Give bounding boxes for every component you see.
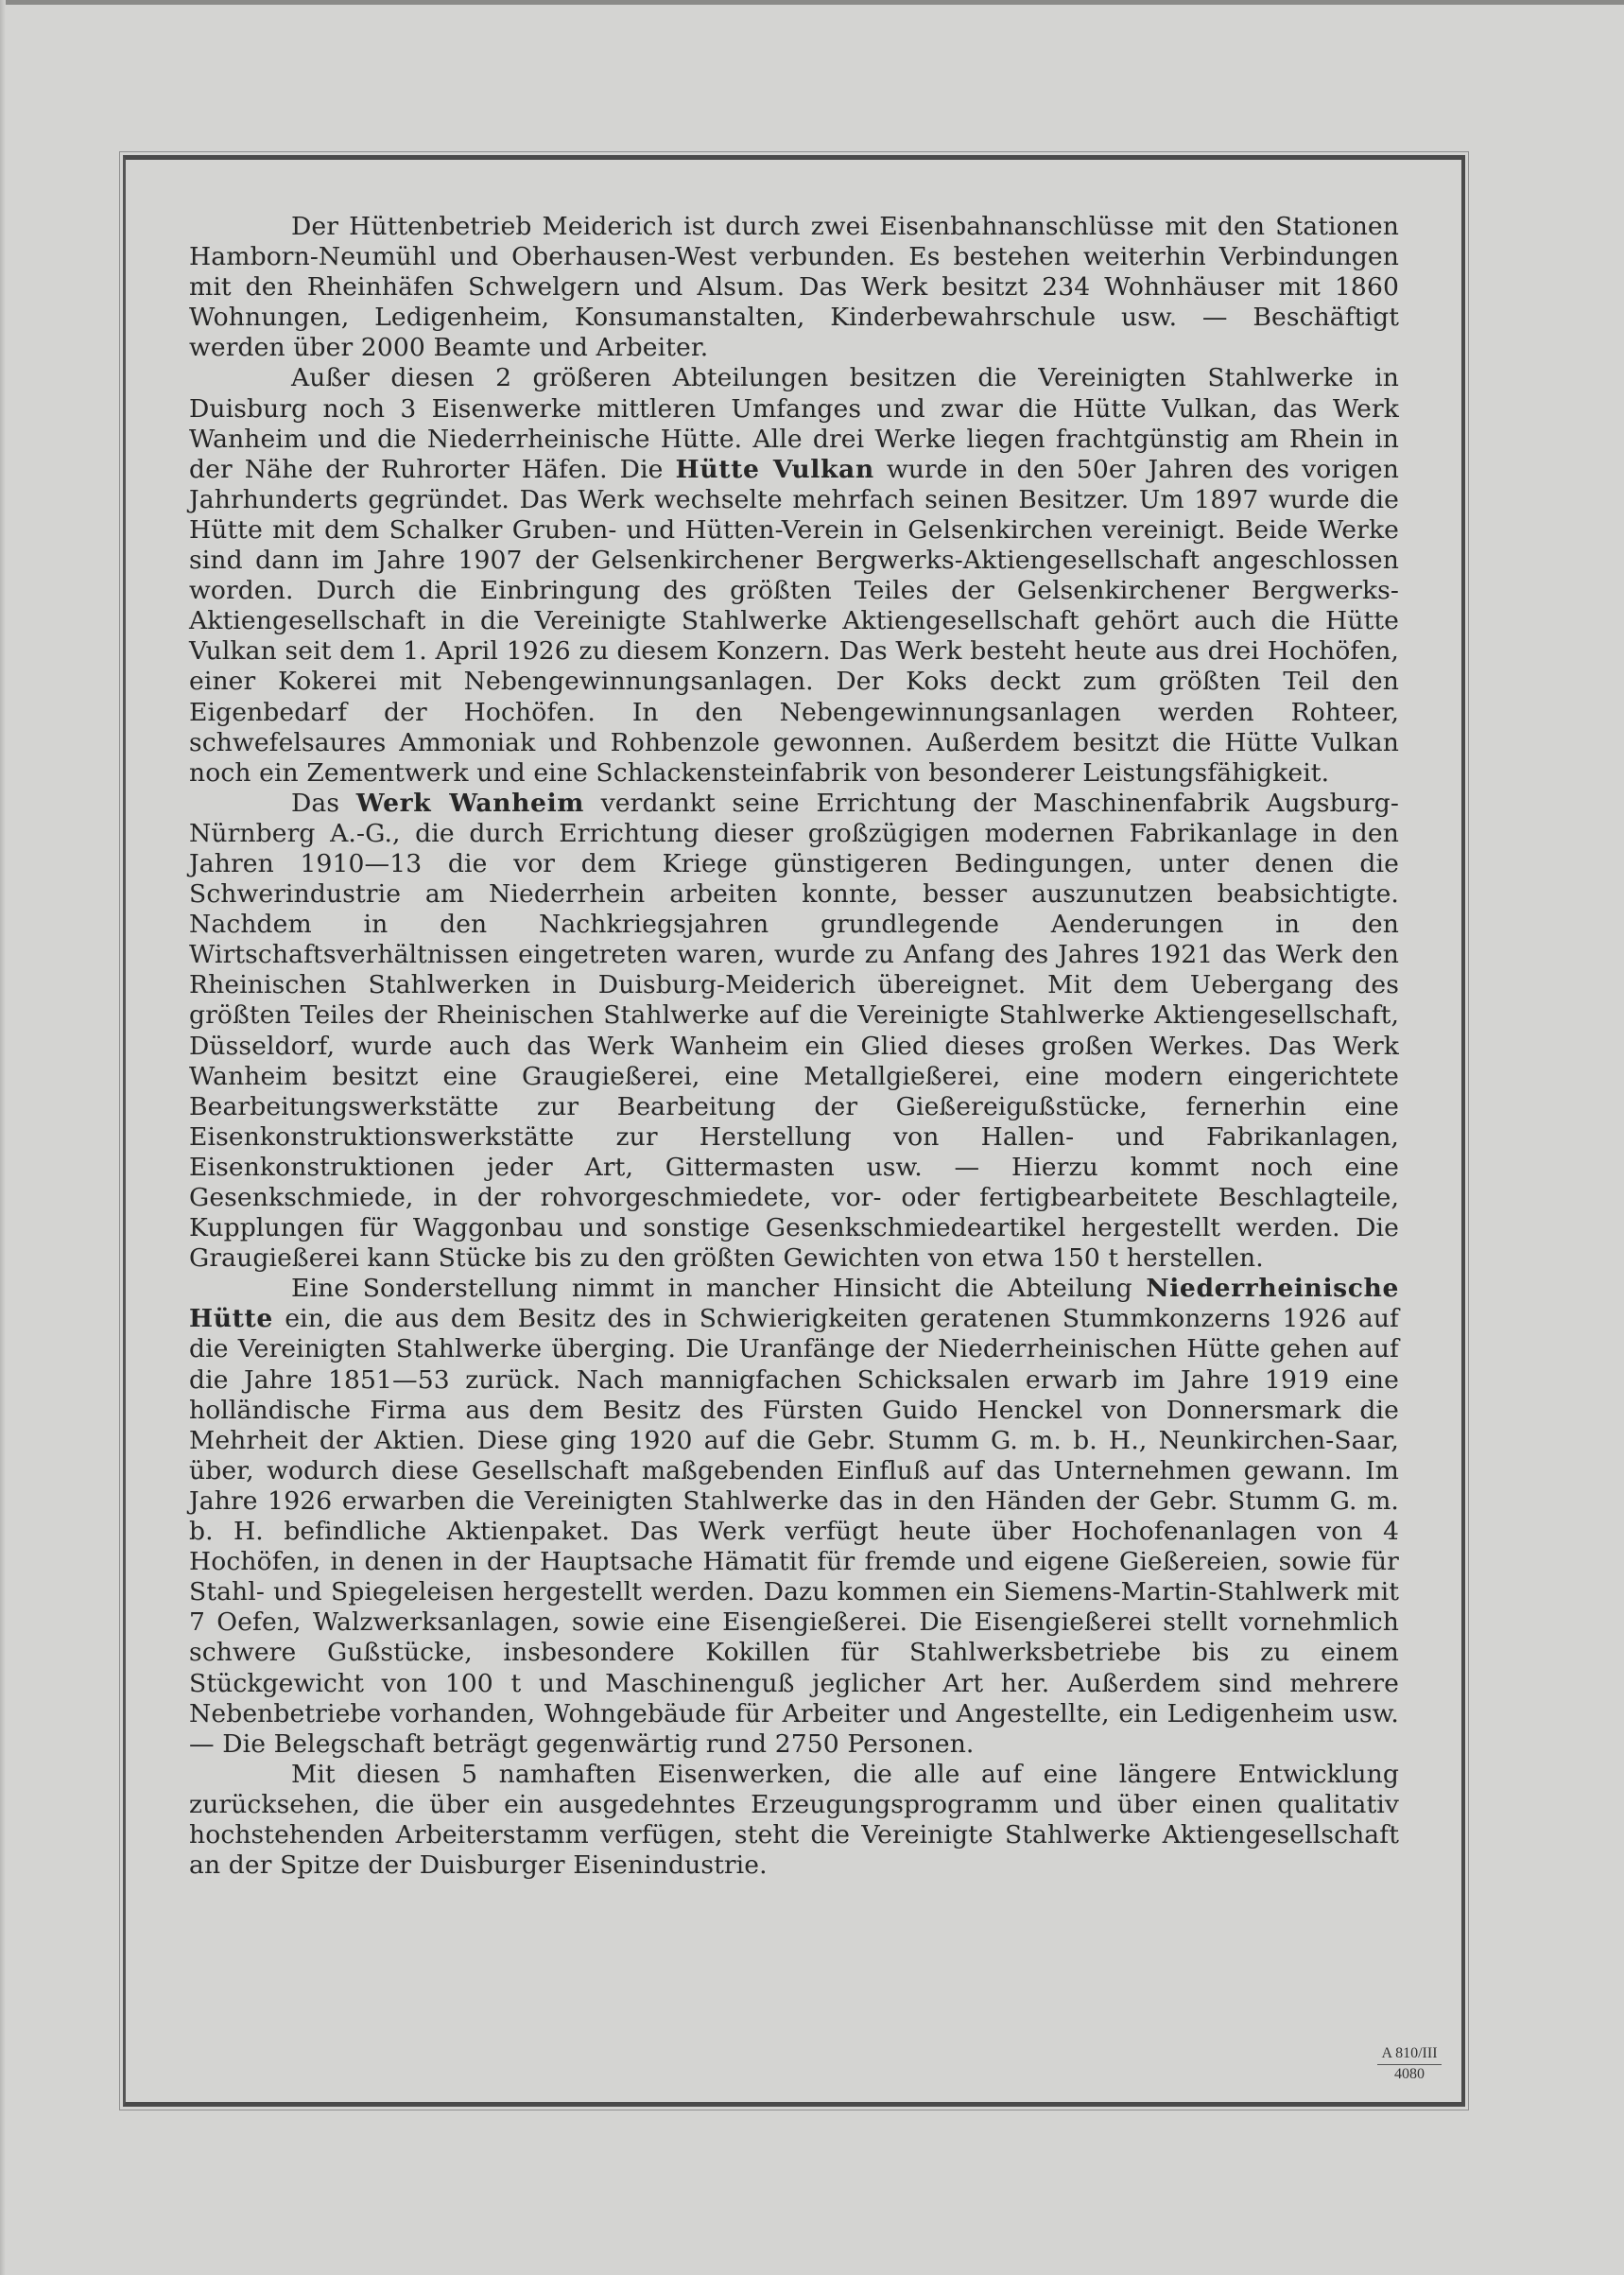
paragraph-niederrheinische-huette (189, 1274, 1399, 1760)
paragraph-text: Mit diesen 5 namhaften Eisenwerken, die alle auf eine längere Entwicklung zurücksehen, die über ein ausgedehntes Erzeugungsprogramm und über einen qualitativ hochstehenden Arbeiterstamm verfügen, steht die Vereinigte Stahlwerke Aktiengesellschaft an der Spitze der Duisburger Eisenindustrie. (189, 1759, 1399, 1881)
paragraph-text: Eine Sonderstellung nimmt in mancher Hinsicht die Abteilung (291, 1274, 1132, 1304)
paragraph-huette-vulkan (189, 363, 1399, 788)
print-reference-run: 4080 (1394, 2066, 1425, 2082)
paragraph-text: Außer diesen 2 größeren Abteilungen besitzen die Vereinigten Stahlwerke in Duisburg noch 3 Eisenwerke mittleren Umfanges und zwar die Hütte Vulkan, das Werk Wanheim und die Niederrheinische Hütte. Alle drei Werke liegen frachtgünstig am Rhein in der Nähe der Ruhrorter Häfen. Die (189, 363, 1399, 484)
paragraph-text: ein, die aus dem Besitz des in Schwierigkeiten geratenen Stummkonzerns 1926 auf die Vereinigten Stahlwerke überging. Die Uranfänge der Niederrheinischen Hütte gehen auf die Jahre 1851—53 zurück. Nach mannigfachen Schicksalen erwarb im Jahre 1919 eine holländische Firma aus dem Besitz des Fürsten Guido Henckel von Donnersmark die Mehrheit der Aktien. Diese ging 1920 auf die Gebr. Stumm G. m. b. H., Neunkirchen-Saar, über, wodurch diese Gesellschaft maßgebenden Einfluß auf das Unternehmen gewann. Im Jahre 1926 erwarben die Vereinigten Stahlwerke das in den Händen der Gebr. Stumm G. m. b. H. befindliche Aktienpaket. Das Werk verfügt heute über Hochofenanlagen von 4 Hochöfen, in denen in der Hauptsache Hämatit für fremde und eigene Gießereien, sowie für Stahl- und Spiegeleisen hergestellt werden. Dazu kommen ein Siemens-Martin-Stahlwerk mit 7 Oefen, Walzwerksanlagen, sowie eine Eisengießerei. Die Eisengießerei stellt vornehmlich schwere Gußstücke, insbesondere Kokillen für Stahlwerksbetriebe bis zu einem Stückgewicht von 100 t und Maschinenguß jeglicher Art her. Außerdem sind mehrere Nebenbetriebe vorhanden, Wohngebäude für Arbeiter und Angestellte, ein Ledigenheim usw. — Die Belegschaft beträgt gegenwärtig rund 2750 Personen. (189, 1304, 1399, 1759)
paragraph-text: Der Hüttenbetrieb Meiderich ist durch zwei Eisenbahnanschlüsse mit den Stationen Hamborn-Neumühl und Oberhausen-West verbunden. Es bestehen weiterhin Verbindungen mit den Rheinhäfen Schwelgern und Alsum. Das Werk besitzt 234 Wohnhäuser mit 1860 Wohnungen, Ledigenheim, Konsumanstalten, Kinderbewahrschule usw. — Beschäftigt werden über 2000 Beamte und Arbeiter. (189, 212, 1399, 363)
bold-term-huette-vulkan: Hütte Vulkan (675, 454, 874, 484)
paragraph-text: wurde in den 50er Jahren des vorigen Jahrhunderts gegründet. Das Werk wechselte mehrfach seinen Besitzer. Um 1897 wurde die Hütte mit dem Schalker Gruben- und Hütten-Verein in Gelsenkirchen vereinigt. Beide Werke sind dann im Jahre 1907 der Gelsenkirchener Bergwerks-Aktiengesellschaft angeschlossen worden. Durch die Einbringung des größten Teiles der Gelsenkirchener Bergwerks-Aktiengesellschaft in die Vereinigte Stahlwerke Aktiengesellschaft gehört auch die Hütte Vulkan seit dem 1. April 1926 zu diesem Konzern. Das Werk besteht heute aus drei Hochöfen, einer Kokerei mit Nebengewinnungsanlagen. Der Koks deckt zum größten Teil den Eigenbedarf der Hochöfen. In den Nebengewinnungsanlagen werden Rohteer, schwefelsaures Ammoniak und Rohbenzole gewonnen. Außerdem besitzt die Hütte Vulkan noch ein Zementwerk und eine Schlackensteinfabrik von besonderer Leistungsfähigkeit. (189, 454, 1399, 788)
bold-term-niederrheinische-huette: Niederrheinische Hütte (189, 1274, 1399, 1334)
page-edge (0, 0, 1624, 5)
print-reference-number: A 810/III (1377, 2044, 1441, 2065)
paragraph-meiderich (189, 212, 1399, 363)
page-edge-shadow (0, 0, 6, 2275)
paragraph-conclusion (189, 1760, 1399, 1881)
bold-term-werk-wanheim: Werk Wanheim (355, 788, 585, 818)
body-text (189, 212, 1399, 1881)
paragraph-text: verdankt seine Errichtung der Maschinenfabrik Augsburg-Nürnberg A.-G., die durch Errichtung dieser großzügigen modernen Fabrikanlage in den Jahren 1910—13 die vor dem Kriege günstigeren Bedingungen, unter denen die Schwerindustrie am Niederrhein arbeiten konnte, besser auszunutzen beabsichtigte. Nachdem in den Nachkriegsjahren grundlegende Aenderungen in den Wirtschaftsverhältnissen eingetreten waren, wurde zu Anfang des Jahres 1921 das Werk den Rheinischen Stahlwerken in Duisburg-Meiderich übereignet. Mit dem Uebergang des größten Teiles der Rheinischen Stahlwerke auf die Vereinigte Stahlwerke Aktiengesellschaft, Düsseldorf, wurde auch das Werk Wanheim ein Glied dieses großen Werkes. Das Werk Wanheim besitzt eine Graugießerei, eine Metallgießerei, eine modern eingerichtete Bearbeitungswerkstätte zur Bearbeitung der Gießereigußstücke, fernerhin eine Eisenkonstruktionswerkstätte zur Herstellung von Hallen- und Fabrikanlagen, Eisenkonstruktionen jeder Art, Gittermasten usw. — Hierzu kommt noch eine Gesenkschmiede, in der rohvorgeschmiedete, vor- oder fertigbearbeitete Beschlagteile, Kupplungen für Waggonbau und sonstige Gesenkschmiedeartikel hergestellt werden. Die Graugießerei kann Stücke bis zu den größten Gewichten von etwa 150 t herstellen. (189, 788, 1399, 1274)
paragraph-text: Das (291, 788, 340, 818)
print-reference (1367, 2044, 1452, 2084)
paragraph-werk-wanheim (189, 789, 1399, 1275)
